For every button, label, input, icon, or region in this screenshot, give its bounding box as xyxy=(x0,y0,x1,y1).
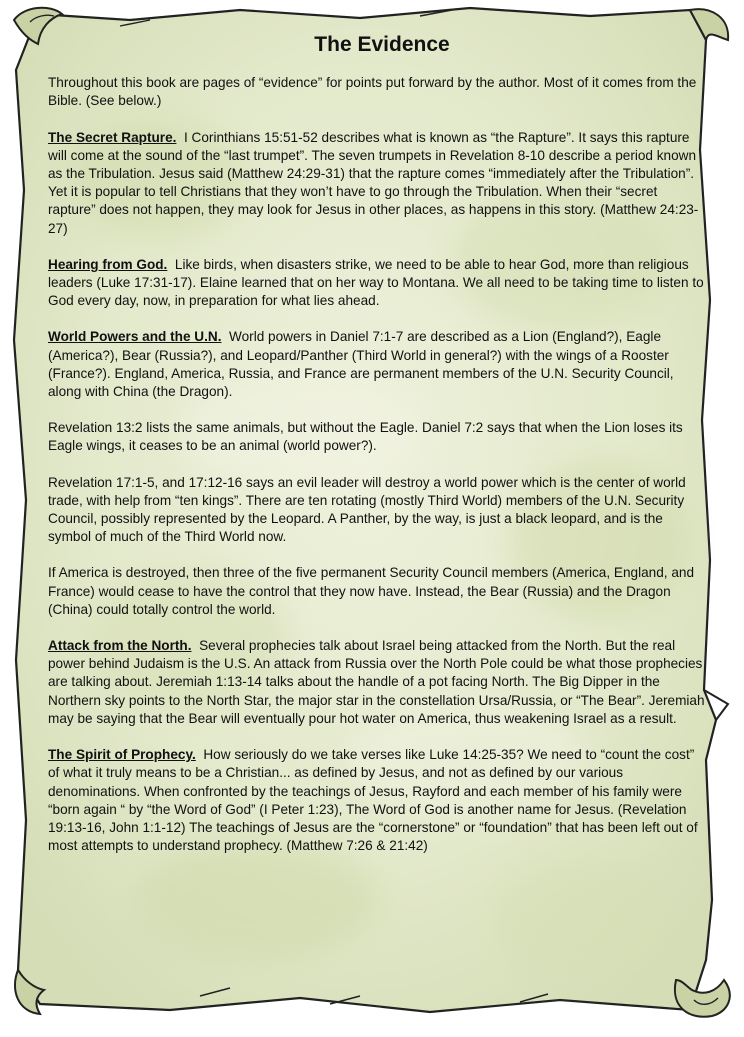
section-secret-rapture xyxy=(48,129,706,238)
evidence-content xyxy=(48,33,706,873)
section-heading: The Secret Rapture. xyxy=(48,129,177,145)
section-attack-from-north xyxy=(48,637,706,728)
section-heading: The Spirit of Prophecy. xyxy=(48,747,196,763)
intro-paragraph: Throughout this book are pages of “evidence” for points put forward by the author. Most of it comes from the Bible. (See below.) xyxy=(48,75,697,109)
paragraph-if-america-destroyed: If America is destroyed, then three of the five permanent Security Council members (America, England, and France) would cease to have the control that they now have. Instead, the Bear (Russia) and the Dragon (China) could totally control the world. xyxy=(48,565,695,617)
section-text: How seriously do we take verses like Luke 14:25-35? We need to “count the cost” of what it truly means to be a Christian... as defined by Jesus, and not as defined by our various denominations. When confronted by the teachings of Jesus, Rayford and each member of his family were “born again “ by “the Word of God” (I Peter 1:23), The Word of God is another name for Jesus. (Revelation 19:13-16, John 1:1-12) The teachings of Jesus are the “cornerstone” or “foundation” that has been left out of most attempts to understand prophecy. (Matthew 7:26 & 21:42) xyxy=(48,747,698,854)
section-heading: Attack from the North. xyxy=(48,638,192,654)
section-text: Several prophecies talk about Israel being attacked from the North. But the real power behind Judaism is the U.S. An attack from Russia over the North Pole could be what those prophecies are talking about. Jeremiah 1:13-14 talks about the handle of a pot facing North. The Big Dipper in the Northern sky points to the North Star, the major star in the constellation Ursa/Russia, or “The Bear”. Jeremiah may be saying that the Bear will eventually pour hot water on America, thus weakening Israel as a result. xyxy=(48,638,705,726)
section-heading: World Powers and the U.N. xyxy=(48,329,222,345)
section-text: I Corinthians 15:51-52 describes what is known as “the Rapture”. It says this rapture will come at the sound of the “last trumpet”. The seven trumpets in Revelation 8-10 describe a period known as the Tribulation. Jesus said (Matthew 24:29-31) that the rapture comes “immediately after the Tribulation”. Yet it is popular to tell Christians that they won’t have to go through the Tribulation. When their “secret rapture” does not happen, they may look for Jesus in other places, as happens in this story. (Matthew 24:23-27) xyxy=(48,129,699,236)
section-text: Like birds, when disasters strike, we need to be able to hear God, more than religious leaders (Luke 17:31-17). Elaine learned that on her way to Montana. We all need to be taking time to listen to God every day, now, in preparation for what lies ahead. xyxy=(48,256,704,309)
section-text: World powers in Daniel 7:1-7 are described as a Lion (England?), Eagle (America?), Bear (Russia?), and Leopard/Panther (Third World in general?) with the wings of a Rooster (France?). England, America, Russia, and France are permanent members of the U.N. Security Council, along with China (the Dragon). xyxy=(48,329,674,400)
paragraph-revelation-13: Revelation 13:2 lists the same animals, but without the Eagle. Daniel 7:2 says that when the Lion loses its Eagle wings, it ceases to be an animal (world power?). xyxy=(48,420,683,454)
page-title: The Evidence xyxy=(314,33,450,56)
paragraph-revelation-17: Revelation 17:1-5, and 17:12-16 says an evil leader will destroy a world power which is the center of world trade, with help from “ten kings”. There are ten rotating (mostly Third World) members of the U.N. Security Council, possibly represented by the Leopard. A Panther, by the way, is just a black leopard, and is the symbol of much of the Third World now. xyxy=(48,474,686,545)
section-spirit-of-prophecy xyxy=(48,746,706,855)
section-hearing-from-god xyxy=(48,256,706,311)
section-world-powers xyxy=(48,328,706,401)
section-heading: Hearing from God. xyxy=(48,256,168,272)
